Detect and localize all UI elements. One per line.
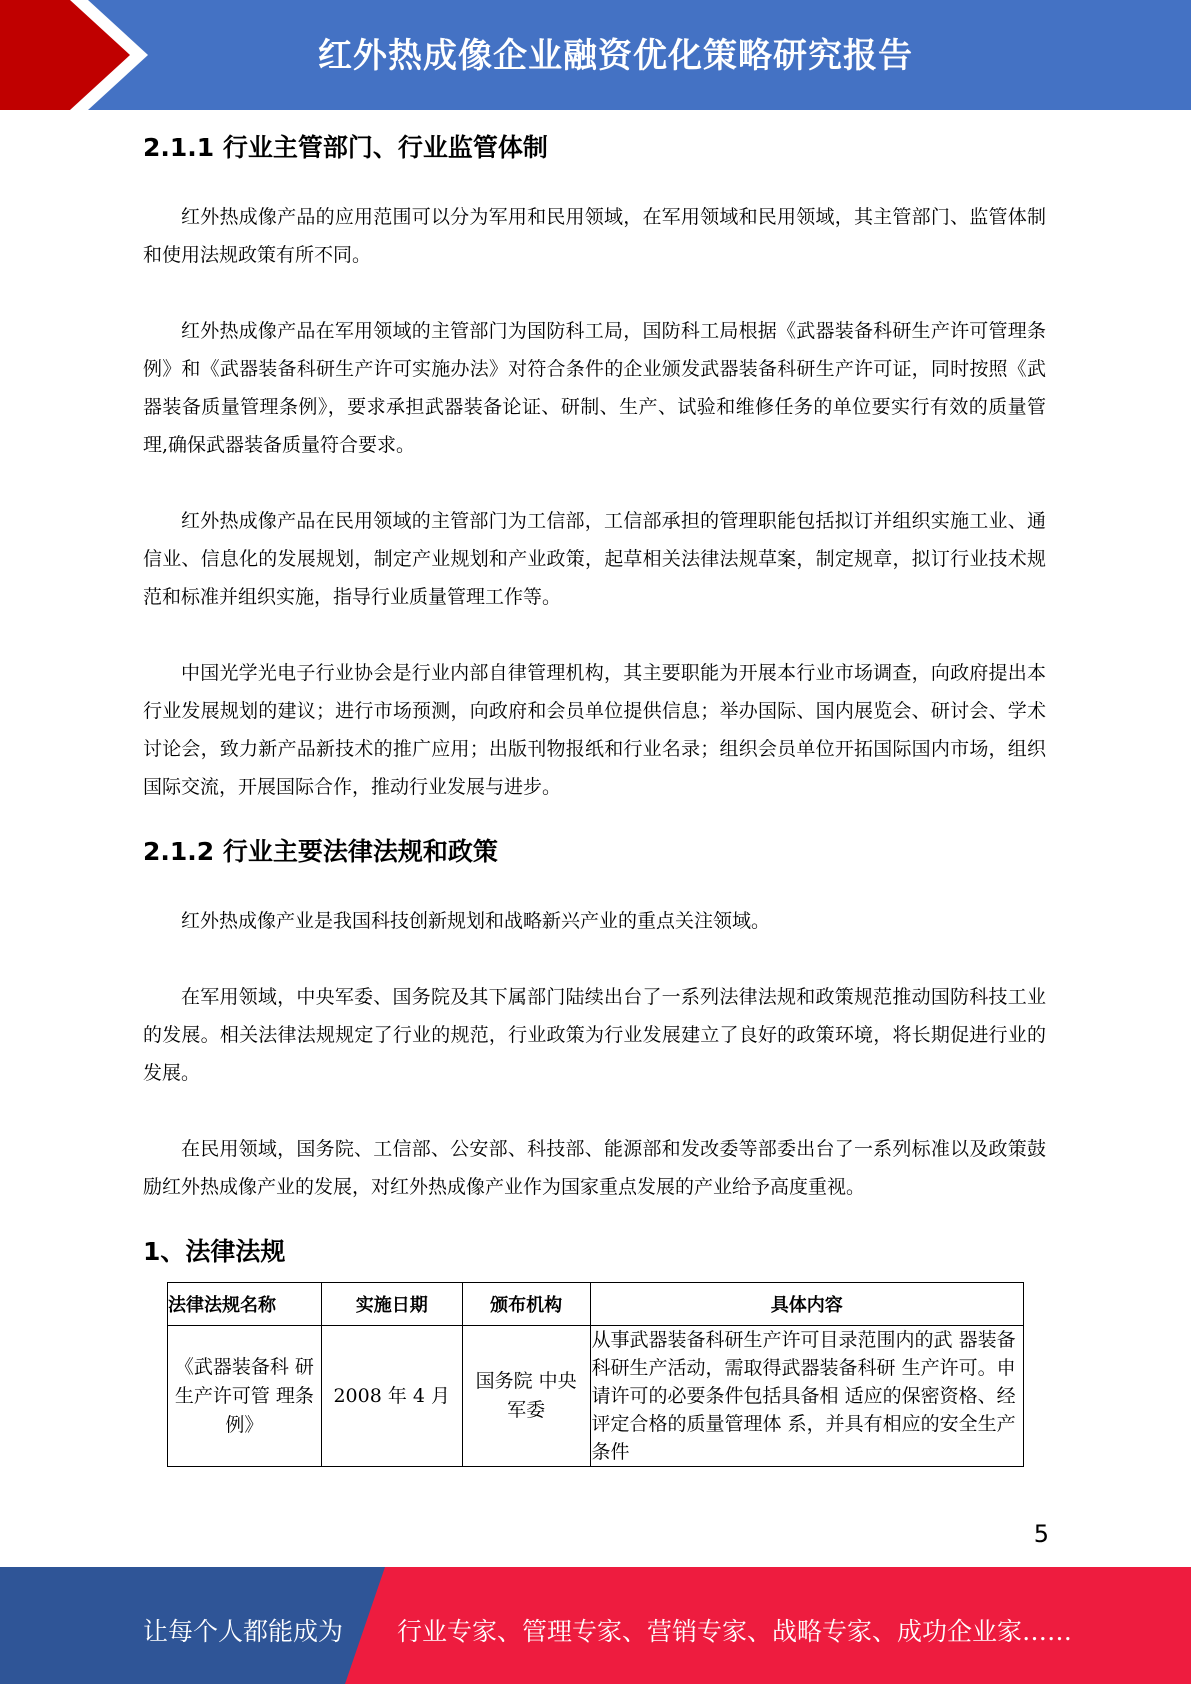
paragraph: 在民用领域，国务院、工信部、公安部、科技部、能源部和发改委等部委出台了一系列标准以及政策鼓励红外热成像产业的发展，对红外热成像产业作为国家重点发展的产业给予高度重视。 [143,1138,1046,1198]
effective-date-cell: 2008 年 4 月 [321,1326,462,1467]
section-heading-laws: 1、法律法规 [143,1237,286,1266]
section-heading-2-1-2: 2.1.2 行业主要法律法规和政策 [143,837,498,866]
column-header: 法律法规名称 [168,1283,322,1326]
table-header-row [168,1283,1024,1326]
footer-slogan-right: 行业专家、管理专家、营销专家、战略专家、成功企业家…… [397,1617,1073,1646]
column-header: 颁布机构 [462,1283,590,1326]
paragraph: 中国光学光电子行业协会是行业内部自律管理机构，其主要职能为开展本行业市场调查，向政府提出本行业发展规划的建议；进行市场预测，向政府和会员单位提供信息；举办国际、国内展览会、研讨会、学术讨论会，致力新产品新技术的推广应用；出版刊物报纸和行业名录；组织会员单位开拓国际国内市场，组织国际交流，开展国际合作，推动行业发展与进步。 [143,662,1046,798]
page-header [0,0,1191,110]
column-header: 具体内容 [590,1283,1023,1326]
footer-slogan-left: 让每个人都能成为 [143,1617,344,1646]
report-title: 红外热成像企业融资优化策略研究报告 [318,36,913,76]
law-name-cell: 《武器装备科 研生产许可管 理条例》 [168,1326,322,1467]
laws-table [167,1282,1024,1467]
content-cell: 从事武器装备科研生产许可目录范围内的武 器装备科研生产活动，需取得武器装备科研 生产许可。申请许可的必要条件包括具备相 适应的保密资格、经评定合格的质量管理体 系，并具有相应的安全生产条件 [590,1326,1023,1467]
paragraph: 红外热成像产业是我国科技创新规划和战略新兴产业的重点关注领域。 [181,910,771,932]
page-number: 5 [1033,1520,1049,1548]
paragraph: 红外热成像产品在军用领域的主管部门为国防科工局，国防科工局根据《武器装备科研生产许可管理条例》和《武器装备科研生产许可实施办法》对符合条件的企业颁发武器装备科研生产许可证，同时按照《武器装备质量管理条例》，要求承担武器装备论证、研制、生产、试验和维修任务的单位要实行有效的质量管理,确保武器装备质量符合要求。 [143,320,1046,456]
paragraph: 红外热成像产品在民用领域的主管部门为工信部，工信部承担的管理职能包括拟订并组织实施工业、通信业、信息化的发展规划，制定产业规划和产业政策，起草相关法律法规草案，制定规章，拟订行业技术规范和标准并组织实施，指导行业质量管理工作等。 [143,510,1046,608]
column-header: 实施日期 [321,1283,462,1326]
page-footer [0,1567,1191,1684]
issuing-authority-cell: 国务院 中央军委 [462,1326,590,1467]
header-red-chevron [0,0,150,110]
paragraph: 红外热成像产品的应用范围可以分为军用和民用领域，在军用领域和民用领域，其主管部门、监管体制和使用法规政策有所不同。 [143,206,1046,266]
main-content [143,128,1046,1272]
section-heading-2-1-1: 2.1.1 行业主管部门、行业监管体制 [143,133,548,162]
paragraph: 在军用领域，中央军委、国务院及其下属部门陆续出台了一系列法律法规和政策规范推动国防科技工业的发展。相关法律法规规定了行业的规范，行业政策为行业发展建立了良好的政策环境，将长期促进行业的发展。 [143,986,1046,1084]
table-row [168,1326,1024,1467]
